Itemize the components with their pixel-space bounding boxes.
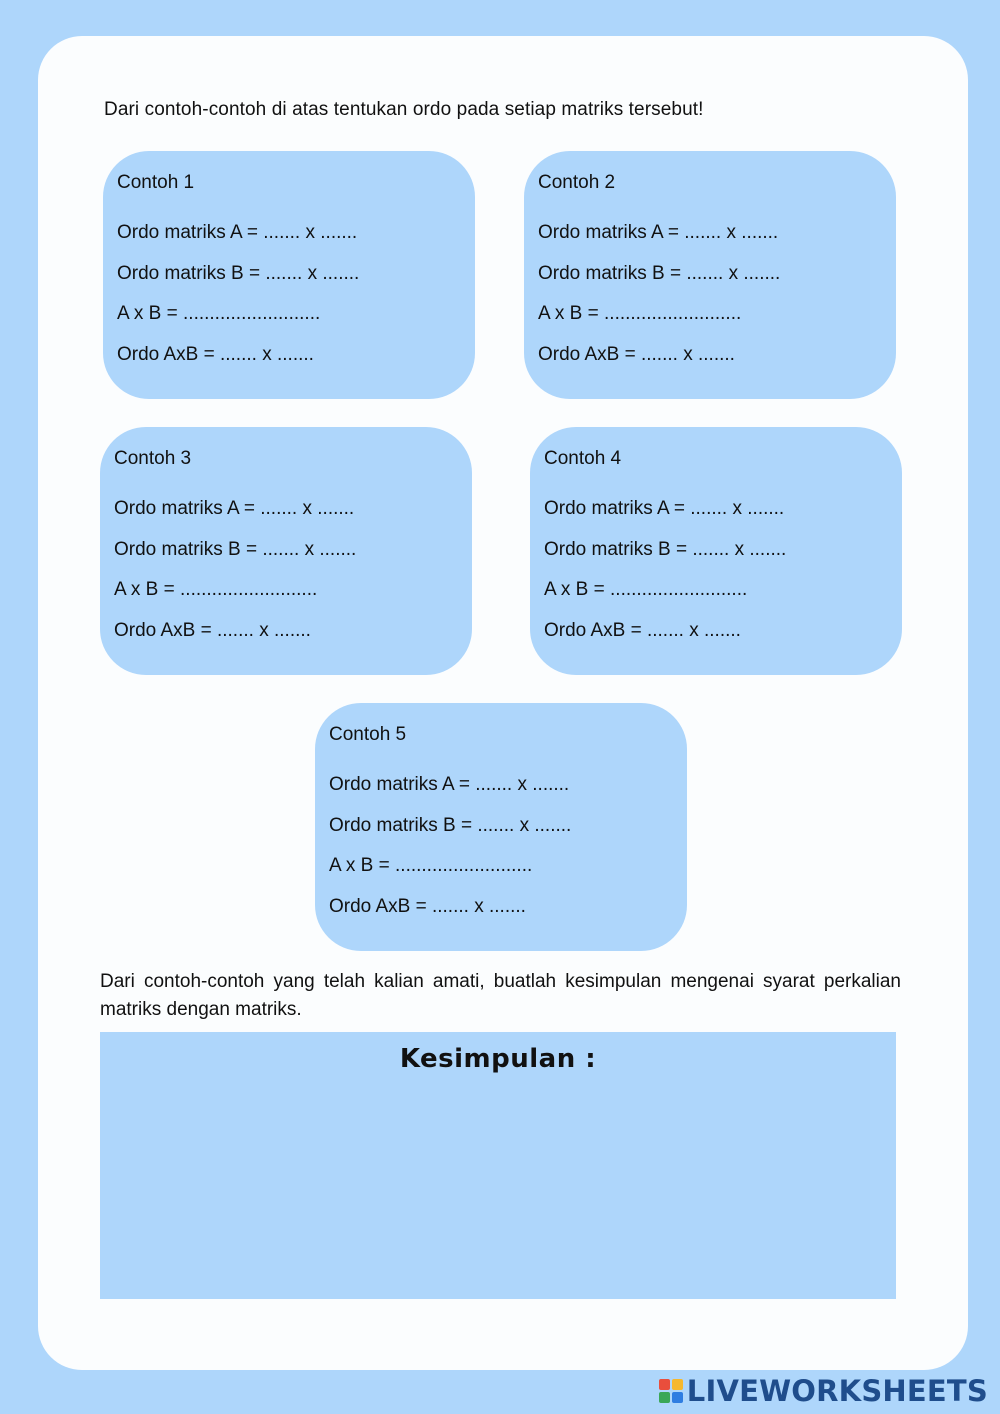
order-product-line[interactable]: Ordo AxB = ....... x ....... [538, 343, 735, 365]
liveworksheets-logo-icon [659, 1379, 683, 1403]
example-card-4 [530, 427, 902, 675]
order-matrix-b-line[interactable]: Ordo matriks B = ....... x ....... [538, 262, 781, 284]
order-product-line[interactable]: Ordo AxB = ....... x ....... [114, 619, 311, 641]
card-title: Contoh 2 [538, 172, 616, 193]
logo-square-yellow [672, 1379, 683, 1390]
order-product-line[interactable]: Ordo AxB = ....... x ....... [544, 619, 741, 641]
card-title: Contoh 5 [329, 724, 407, 745]
order-matrix-a-line[interactable]: Ordo matriks A = ....... x ....... [329, 774, 570, 795]
card-title: Contoh 1 [117, 172, 195, 193]
order-matrix-a-line[interactable]: Ordo matriks A = ....... x ....... [544, 498, 785, 519]
example-card-3 [100, 427, 472, 675]
example-card-1 [103, 151, 475, 399]
intro-instruction: Dari contoh-contoh di atas tentukan ordo pada setiap matriks tersebut! [104, 99, 704, 120]
order-matrix-a-line[interactable]: Ordo matriks A = ....... x ....... [114, 498, 355, 519]
product-ab-line[interactable]: A x B = .......................... [544, 579, 748, 600]
conclusion-instruction: Dari contoh-contoh yang telah kalian amati, buatlah kesimpulan mengenai syarat perkalian matriks dengan matriks. [100, 971, 901, 1020]
conclusion-title: Kesimpulan : [399, 1044, 597, 1074]
order-matrix-a-line[interactable]: Ordo matriks A = ....... x ....... [117, 222, 358, 243]
logo-square-red [659, 1379, 670, 1390]
product-ab-line[interactable]: A x B = .......................... [114, 579, 318, 600]
logo-square-green [659, 1392, 670, 1403]
logo-square-blue [672, 1392, 683, 1403]
conclusion-answer-box[interactable] [100, 1032, 896, 1299]
example-card-2 [524, 151, 896, 399]
order-matrix-b-line[interactable]: Ordo matriks B = ....... x ....... [117, 262, 360, 284]
order-matrix-a-line[interactable]: Ordo matriks A = ....... x ....... [538, 222, 779, 243]
card-title: Contoh 3 [114, 448, 192, 469]
order-matrix-b-line[interactable]: Ordo matriks B = ....... x ....... [329, 814, 572, 836]
order-matrix-b-line[interactable]: Ordo matriks B = ....... x ....... [544, 538, 787, 560]
order-matrix-b-line[interactable]: Ordo matriks B = ....... x ....... [114, 538, 357, 560]
product-ab-line[interactable]: A x B = .......................... [329, 855, 533, 876]
product-ab-line[interactable]: A x B = .......................... [117, 303, 321, 324]
order-product-line[interactable]: Ordo AxB = ....... x ....... [329, 895, 526, 917]
card-title: Contoh 4 [544, 448, 622, 469]
example-card-5 [315, 703, 687, 951]
order-product-line[interactable]: Ordo AxB = ....... x ....... [117, 343, 314, 365]
product-ab-line[interactable]: A x B = .......................... [538, 303, 742, 324]
liveworksheets-footer [659, 1374, 988, 1408]
brand-name: LIVEWORKSHEETS [686, 1374, 988, 1408]
